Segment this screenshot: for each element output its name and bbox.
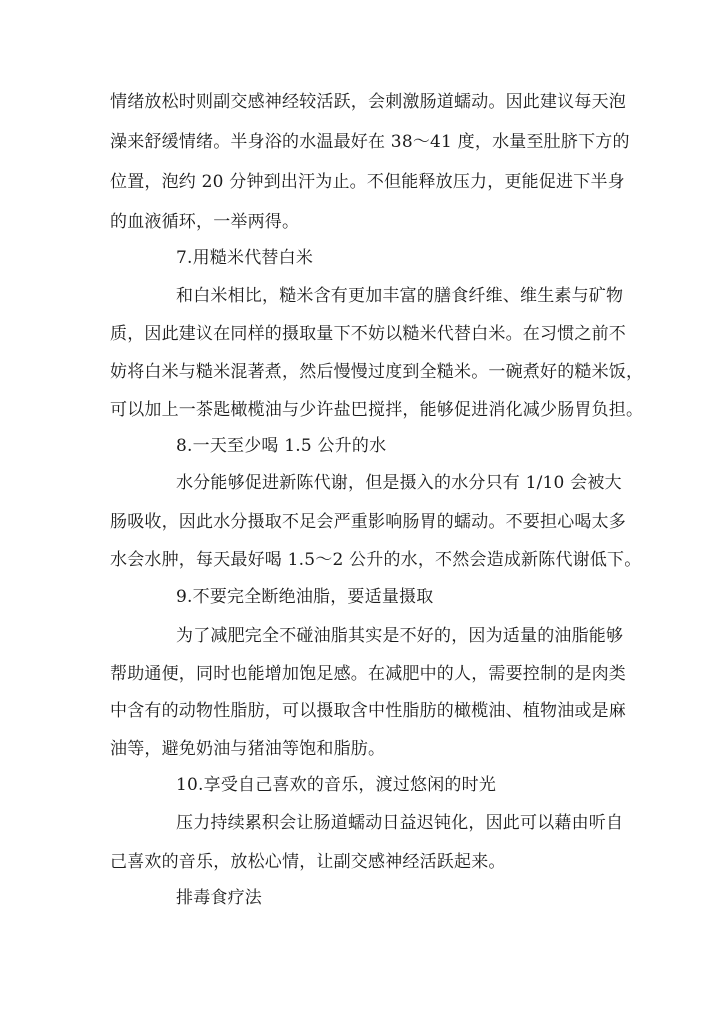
paragraph-line: 肠吸收，因此水分摄取不足会严重影响肠胃的蠕动。不要担心喝太多 xyxy=(110,512,626,532)
paragraph-line: 为了减肥完全不碰油脂其实是不好的，因为适量的油脂能够 xyxy=(176,626,624,646)
section-heading-detox: 排毒食疗法 xyxy=(176,888,262,908)
paragraph-line: 质，因此建议在同样的摄取量下不妨以糙米代替白米。在习惯之前不 xyxy=(110,324,626,344)
paragraph-line: 油等，避免奶油与猪油等饱和脂肪。 xyxy=(110,739,386,759)
section-heading-7: 7.用糙米代替白米 xyxy=(176,248,314,268)
paragraph-line: 水分能够促进新陈代谢，但是摄入的水分只有 1/10 会被大 xyxy=(176,473,622,493)
paragraph-line: 可以加上一茶匙橄榄油与少许盐巴搅拌，能够促进消化减少肠胃负担。 xyxy=(110,400,644,420)
paragraph-line: 情绪放松时则副交感神经较活跃，会刺激肠道蠕动。因此建议每天泡 xyxy=(110,92,626,112)
paragraph-line: 澡来舒缓情绪。半身浴的水温最好在 38～41 度，水量至肚脐下方的 xyxy=(110,132,630,152)
paragraph-line: 己喜欢的音乐，放松心情，让副交感神经活跃起来。 xyxy=(110,852,506,872)
section-heading-9: 9.不要完全断绝油脂，要适量摄取 xyxy=(176,587,434,607)
paragraph-line: 的血液循环，一举两得。 xyxy=(110,212,300,232)
section-heading-8: 8.一天至少喝 1.5 公升的水 xyxy=(176,436,387,456)
paragraph-line: 妨将白米与糙米混著煮，然后慢慢过度到全糙米。一碗煮好的糙米饭， xyxy=(110,362,644,382)
section-heading-10: 10.享受自己喜欢的音乐，渡过悠闲的时光 xyxy=(176,775,497,795)
paragraph-line: 水会水肿，每天最好喝 1.5～2 公升的水，不然会造成新陈代谢低下。 xyxy=(110,550,642,570)
paragraph-line: 帮助通便，同时也能增加饱足感。在减肥中的人，需要控制的是肉类 xyxy=(110,664,626,684)
paragraph-line: 压力持续累积会让肠道蠕动日益迟钝化，因此可以藉由听自 xyxy=(176,813,624,833)
paragraph-line: 中含有的动物性脂肪，可以摄取含中性脂肪的橄榄油、植物油或是麻 xyxy=(110,701,626,721)
paragraph-line: 位置，泡约 20 分钟到出汗为止。不但能释放压力，更能促进下半身 xyxy=(110,172,625,192)
paragraph-line: 和白米相比，糙米含有更加丰富的膳食纤维、维生素与矿物 xyxy=(176,286,624,306)
